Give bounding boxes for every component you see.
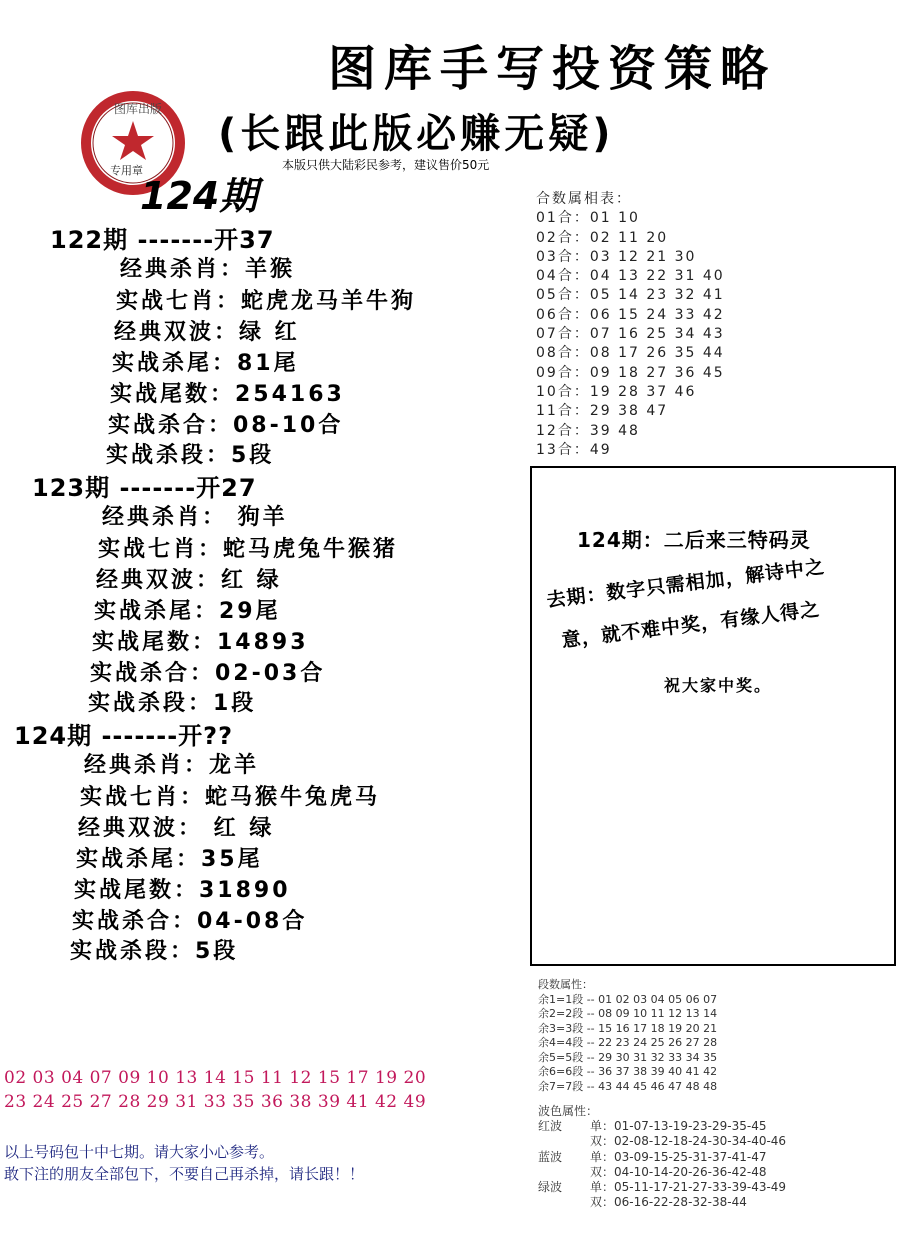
table-row: 04合：04 13 22 31 40 (536, 268, 725, 285)
wave-color-table (538, 1104, 786, 1210)
prediction-line: 实战杀尾：81尾 (112, 351, 299, 376)
footer-note: 以上号码包十中七期。请大家小心参考。 (4, 1143, 275, 1161)
wave-numbers: 01-07-13-19-23-29-35-45 (614, 1119, 767, 1134)
table-row: 11合：29 38 47 (536, 403, 669, 420)
period-header: 124期 -------开?? (14, 722, 234, 750)
wave-numbers: 06-16-22-28-32-38-44 (614, 1195, 747, 1210)
segment-attribute-table (538, 978, 717, 1094)
table-row: 03合：03 12 21 30 (536, 248, 697, 265)
price-notice: 本版只供大陆彩民参考，建议售价50元 (282, 158, 490, 172)
table-row: 余1=1段 -- 01 02 03 04 05 06 07 (538, 992, 718, 1006)
wave-kind: 单： (590, 1149, 615, 1164)
table-row: 08合：08 17 26 35 44 (536, 345, 725, 362)
prediction-line: 实战杀合：02-03合 (90, 661, 326, 686)
wave-numbers: 04-10-14-20-26-36-42-48 (614, 1164, 767, 1179)
table-row: 05合：05 14 23 32 41 (536, 287, 725, 304)
table-row: 余6=6段 -- 36 37 38 39 40 41 42 (538, 1065, 718, 1078)
wave-name: 绿波 (538, 1180, 563, 1195)
prediction-line: 经典杀肖：羊猴 (120, 257, 296, 282)
number-list-line: 23 24 25 27 28 29 31 33 35 36 38 39 41 42 49 (4, 1092, 427, 1112)
table-row: 余5=5段 -- 29 30 31 32 33 34 35 (538, 1050, 718, 1064)
wave-kind: 双： (590, 1164, 615, 1179)
period-header: 123期 -------开27 (32, 474, 257, 502)
prediction-line: 实战杀段：1段 (88, 691, 257, 716)
wave-kind: 双： (590, 1134, 615, 1149)
prediction-line: 实战杀合：08-10合 (108, 413, 344, 438)
prediction-line: 实战尾数：31890 (74, 878, 291, 903)
table-row: 01合：01 10 (536, 210, 640, 227)
wave-name (538, 1165, 590, 1180)
table-row: 10合：19 28 37 46 (536, 383, 697, 400)
prediction-line: 实战尾数：14893 (92, 630, 309, 655)
table-row (538, 1180, 786, 1195)
table-row: 07合：07 16 25 34 43 (536, 326, 725, 343)
prediction-line: 实战杀尾：29尾 (94, 599, 281, 624)
table-title: 段数属性： (538, 978, 593, 991)
wave-kind: 双： (590, 1195, 615, 1210)
wave-name: 红波 (538, 1119, 563, 1134)
wave-name (538, 1134, 590, 1149)
prediction-line: 实战杀段：5段 (70, 939, 239, 964)
footer-note: 敢下注的朋友全部包下，不要自己再杀掉，请长跟！！ (4, 1165, 365, 1183)
wave-numbers: 02-08-12-18-24-30-34-40-46 (614, 1134, 787, 1149)
table-row: 12合：39 48 (536, 422, 640, 439)
prediction-line: 经典杀肖：龙羊 (84, 753, 260, 778)
wave-numbers: 03-09-15-25-31-37-41-47 (614, 1149, 767, 1164)
stamp-bottom-text: 专用章 (110, 164, 143, 177)
table-row: 余3=3段 -- 15 16 17 18 19 20 21 (538, 1021, 718, 1035)
table-row: 02合：02 11 20 (536, 229, 669, 246)
prediction-line: 实战七肖：蛇虎龙马羊牛狗 (116, 289, 417, 314)
wave-kind: 单： (590, 1180, 615, 1195)
wave-numbers: 05-11-17-21-27-33-39-43-49 (614, 1180, 787, 1195)
sum-attribute-table (536, 190, 725, 460)
period-header: 122期 -------开37 (50, 226, 275, 254)
number-list-line: 02 03 04 07 09 10 13 14 15 11 12 15 17 19 20 (4, 1068, 427, 1088)
prediction-line: 经典杀肖： 狗羊 (102, 505, 288, 530)
table-row (538, 1195, 786, 1210)
riddle-text-line: 意，就不难中奖，有缘人得之 (560, 598, 822, 652)
table-row (538, 1165, 786, 1180)
wave-name: 蓝波 (538, 1149, 563, 1164)
prediction-line: 实战七肖：蛇马猴牛兔虎马 (80, 785, 381, 810)
riddle-title: 124期：二后来三特码灵 (577, 528, 811, 552)
page-subtitle: (长跟此版必赚无疑) (218, 111, 615, 157)
table-row: 余2=2段 -- 08 09 10 11 12 13 14 (538, 1007, 718, 1020)
prediction-line: 实战尾数：254163 (110, 382, 345, 407)
prediction-line: 实战七肖：蛇马虎兔牛猴猪 (98, 537, 399, 562)
wave-name (538, 1195, 590, 1210)
table-row: 余7=7段 -- 43 44 45 46 47 48 48 (538, 1079, 718, 1093)
table-row: 06合：06 15 24 33 42 (536, 306, 725, 323)
table-row: 13合：49 (536, 441, 612, 458)
prediction-line: 经典双波：红 绿 (96, 568, 282, 593)
table-row (538, 1150, 786, 1165)
table-title: 合数属相表： (536, 191, 632, 207)
page-title: 图库手写投资策略 (328, 41, 777, 97)
issue-number: 124期 (140, 174, 258, 218)
table-row (538, 1134, 786, 1149)
wish-text: 祝大家中奖。 (664, 676, 773, 695)
table-row: 余4=4段 -- 22 23 24 25 26 27 28 (538, 1036, 718, 1049)
prediction-line: 经典双波：绿 红 (114, 320, 300, 345)
table-title: 波色属性： (538, 1104, 599, 1118)
wave-kind: 单： (590, 1119, 615, 1134)
prediction-line: 实战杀尾：35尾 (76, 847, 263, 872)
prediction-line: 实战杀段：5段 (106, 443, 275, 468)
riddle-text-line: 去期：数字只需相加，解诗中之 (545, 555, 827, 612)
prediction-line: 经典双波： 红 绿 (78, 816, 275, 841)
table-row (538, 1119, 786, 1134)
stamp-top-text: 图库出版 (114, 102, 163, 116)
prediction-line: 实战杀合：04-08合 (72, 909, 308, 934)
table-row: 09合：09 18 27 36 45 (536, 364, 725, 381)
